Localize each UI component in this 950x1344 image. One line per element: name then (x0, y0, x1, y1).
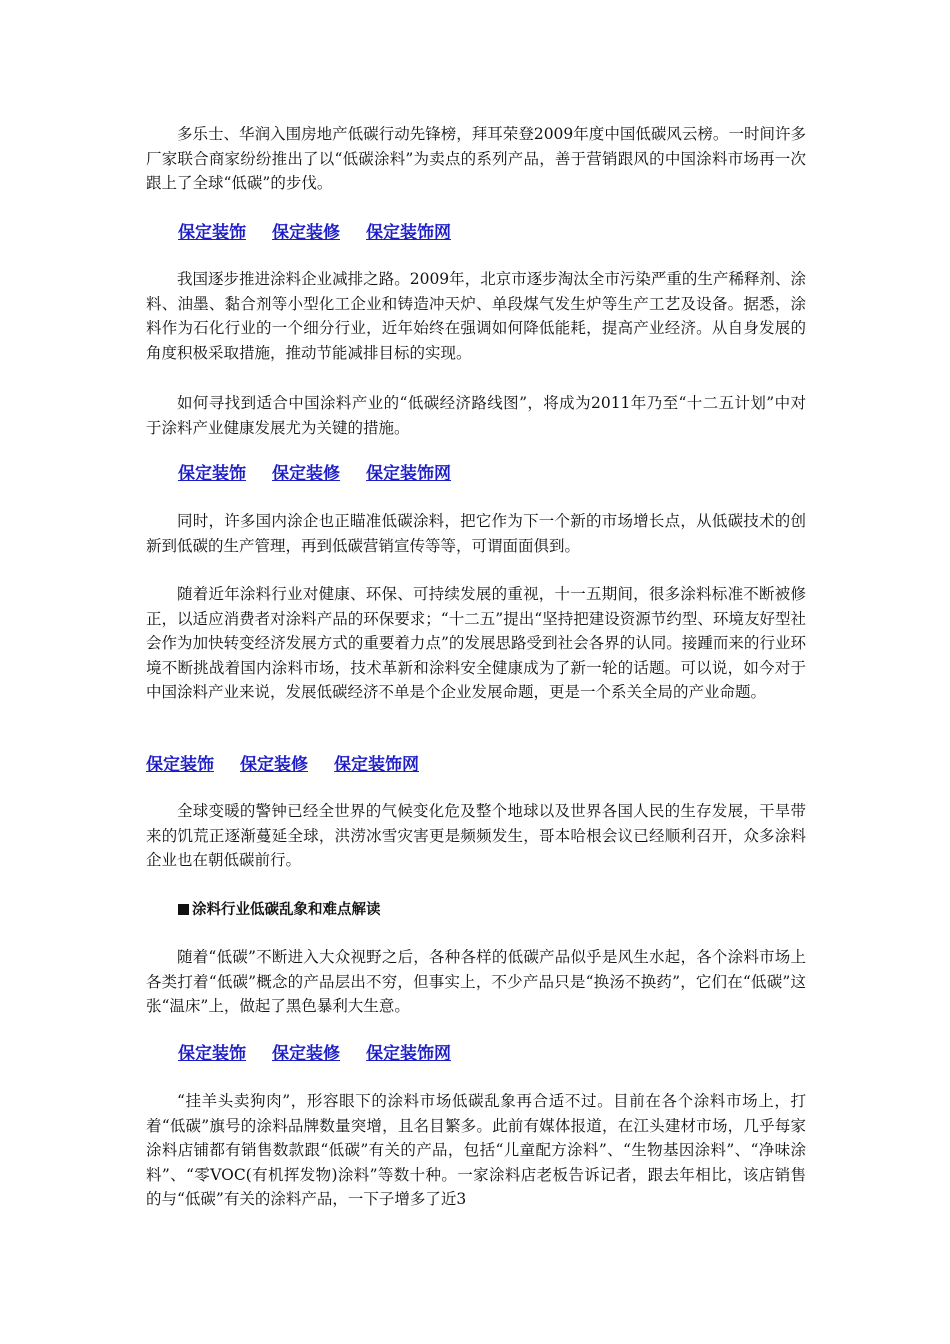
link-baoding-decoration[interactable]: 保定装饰 (178, 1044, 246, 1064)
paragraph-5: 随着近年涂料行业对健康、环保、可持续发展的重视，十一五期间，很多涂料标准不断被修正，以适应消费者对涂料产品的环保要求；“十二五”提出“坚持把建设资源节约型、环境友好型社会作为加快转变经济发展方式的重要着力点”的发展思路受到社会各界的认同。接踵而来的行业环境不断挑战着国内涂料市场，技术革新和涂料安全健康成为了新一轮的话题。可以说，如今对于中国涂料产业来说，发展低碳经济不单是个企业发展命题，更是一个系关全局的产业命题。 (146, 585, 806, 701)
link-baoding-renovation[interactable]: 保定装修 (272, 464, 340, 484)
link-baoding-decoration-net[interactable]: 保定装饰网 (366, 1044, 451, 1064)
link-baoding-renovation[interactable]: 保定装修 (272, 1044, 340, 1064)
link-baoding-decoration[interactable]: 保定装饰 (178, 464, 246, 484)
paragraph-3: 如何寻找到适合中国涂料产业的“低碳经济路线图”，将成为2011年乃至“十二五计划”中对于涂料产业健康发展尤为关键的措施。 (146, 394, 806, 437)
paragraph-2: 我国逐步推进涂料企业减排之路。2009年，北京市逐步淘汰全市污染严重的生产稀释剂、涂料、油墨、黏合剂等小型化工企业和铸造冲天炉、单段煤气发生炉等生产工艺及设备。据悉，涂料作为石化行业的一个细分行业，近年始终在强调如何降低能耗，提高产业经济。从自身发展的角度积极采取措施，推动节能减排目标的实现。 (146, 270, 806, 362)
link-row-1 (178, 222, 477, 244)
link-row-3 (146, 754, 445, 776)
paragraph-8: “挂羊头卖狗肉”，形容眼下的涂料市场低碳乱象再合适不过。目前在各个涂料市场上，打着“低碳”旗号的涂料品牌数量突增，且名目繁多。此前有媒体报道，在江头建材市场，几乎每家涂料店铺都有销售数款跟“低碳”有关的产品，包括“儿童配方涂料”、“生物基因涂料”、“净味涂料”、“零VOC(有机挥发物)涂料”等数十种。一家涂料店老板告诉记者，跟去年相比，该店销售的与“低碳”有关的涂料产品，一下子增多了近3 (146, 1092, 806, 1208)
link-baoding-decoration-net[interactable]: 保定装饰网 (366, 464, 451, 484)
paragraph-6: 全球变暖的警钟已经全世界的气候变化危及整个地球以及世界各国人民的生存发展，干旱带来的饥荒正逐渐蔓延全球，洪涝冰雪灾害更是频频发生，哥本哈根会议已经顺利召开，众多涂料企业也在朝低碳前行。 (146, 802, 806, 869)
paragraph-7: 随着“低碳”不断进入大众视野之后，各种各样的低碳产品似乎是风生水起，各个涂料市场上各类打着“低碳”概念的产品层出不穷，但事实上，不少产品只是“换汤不换药”，它们在“低碳”这张“温床”上，做起了黑色暴利大生意。 (146, 948, 806, 1015)
link-baoding-decoration[interactable]: 保定装饰 (146, 755, 214, 775)
link-row-2 (178, 463, 477, 485)
section-heading (178, 899, 381, 921)
paragraph-4: 同时，许多国内涂企也正瞄准低碳涂料，把它作为下一个新的市场增长点，从低碳技术的创新到低碳的生产管理，再到低碳营销宣传等等，可谓面面俱到。 (146, 512, 806, 555)
paragraph-1: 多乐士、华润入围房地产低碳行动先锋榜，拜耳荣登2009年度中国低碳风云榜。一时间许多厂家联合商家纷纷推出了以“低碳涂料”为卖点的系列产品，善于营销跟风的中国涂料市场再一次跟上了全球“低碳”的步伐。 (146, 125, 806, 192)
link-baoding-decoration[interactable]: 保定装饰 (178, 223, 246, 243)
square-bullet-icon (178, 904, 189, 915)
link-baoding-renovation[interactable]: 保定装修 (272, 223, 340, 243)
link-baoding-decoration-net[interactable]: 保定装饰网 (334, 755, 419, 775)
section-heading-text: 涂料行业低碳乱象和难点解读 (192, 902, 381, 918)
link-baoding-decoration-net[interactable]: 保定装饰网 (366, 223, 451, 243)
link-row-4 (178, 1043, 477, 1065)
link-baoding-renovation[interactable]: 保定装修 (240, 755, 308, 775)
